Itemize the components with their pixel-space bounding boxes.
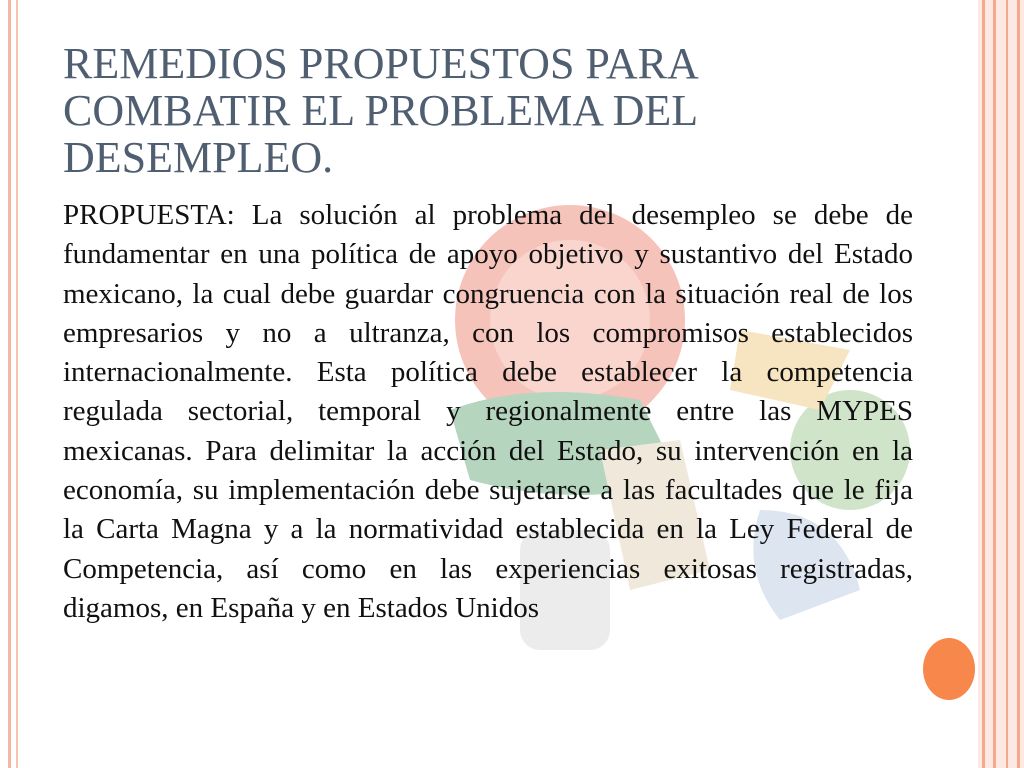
accent-dot	[923, 638, 975, 700]
slide-body-text: PROPUESTA: La solución al problema del desempleo se debe de fundamentar en una política de apoyo objetivo y sustantivo del Estado mexicano, la cual debe guardar congruencia con la situación real de los empresarios y no a ultranza, con los compromisos establecidos internacionalmente. Esta política debe establecer la competencia regulada sectorial, temporal y regionalmente entre las MYPES mexicanas. Para delimitar la acción del Estado, su intervención en la economía, su implementación debe sujetarse a las facultades que le fija la Carta Magna y a la normatividad establecida en la Ley Federal de Competencia, así como en las experiencias exitosas registradas, digamos, en España y en Estados Unidos	[63, 199, 913, 624]
right-stripe	[1006, 0, 1008, 768]
right-stripe	[993, 0, 996, 768]
right-stripe	[982, 0, 985, 768]
left-decorative-line	[8, 0, 11, 768]
right-stripe	[1017, 0, 1020, 768]
slide-title: REMEDIOS PROPUESTOS PARA COMBATIR EL PROBLEMA DEL DESEMPLEO.	[63, 39, 697, 182]
left-decorative-line-inner	[16, 0, 18, 768]
